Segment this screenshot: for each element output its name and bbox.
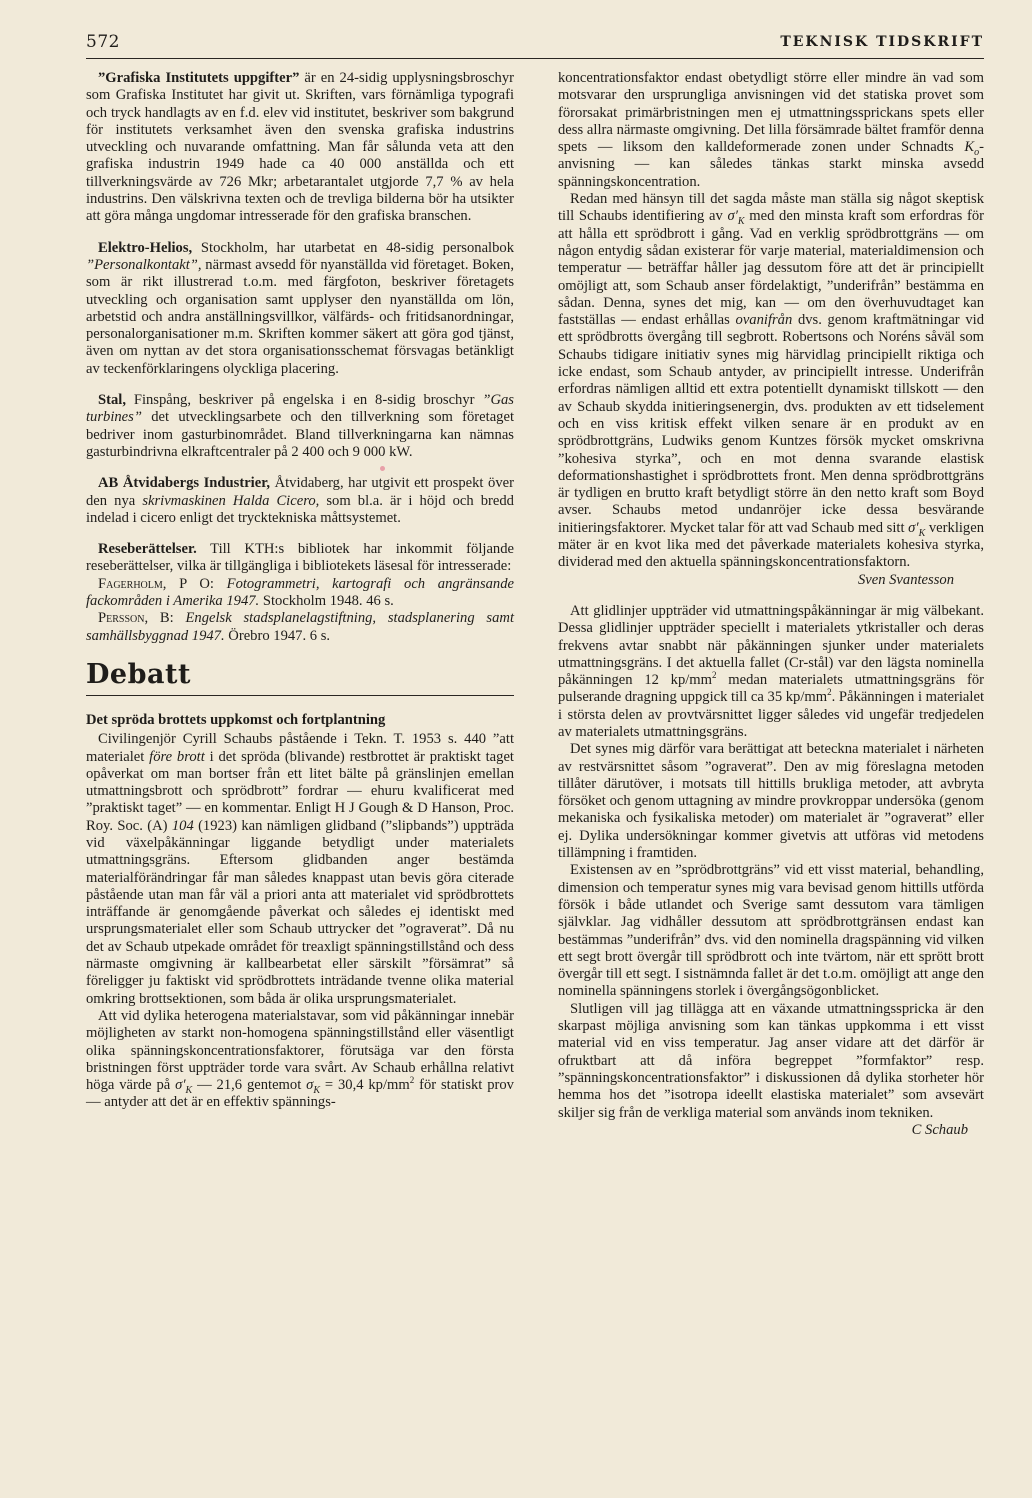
notice-title: AB Åtvidabergs Industrier, (98, 475, 270, 492)
superscript: 2 (827, 687, 832, 698)
reference-author: Persson, B: (98, 610, 174, 627)
text-run: med den minsta kraft som erfordras för att hålla ett sprödbrott i gång. Vad en verklig sprödbrottgräns — om någon entydig sådan existerar för varje material, materialdimension och temperatur — beträffar håller jag dessutom före att det är principiellt omöjligt att, som Schaub anser fördelaktigt, ”underifrån” bestämma en sådan. Denna, synes det mig, kan — om den överhuvudtaget kan fastställas — endast erhållas (558, 208, 984, 329)
article-paragraph (86, 731, 514, 1008)
reference-tail: Örebro 1947. 6 s. (224, 627, 331, 644)
text-run: . Påkänningen i materialet i största delen av provtvärsnittet ligger således vid ungefär tredjedelen av materialets utmattningsgräns. (558, 689, 984, 740)
author-signature: C Schaub (911, 1121, 968, 1138)
notice-grafiska (86, 70, 514, 226)
symbol-subscript: K (737, 216, 745, 228)
notice-title: Stal, (98, 392, 126, 409)
text-run: medan materialets utmattningsgräns för pulserande dragning uppgick till ca 35 kp/mm (558, 672, 984, 706)
text-run: Att vid dylika heterogena materialstavar, som vid påkänningar innebär möjligheten av starkt non-homogena spänningstillstånd eller väsentligt olika spänningskoncentrationsfaktorer, förutsäga var den första bristningen först uppträder torde vara svårt. Av Schaub erhållna relativt höga värde på (86, 1007, 514, 1094)
text-italic: före brott (149, 748, 205, 765)
spacer (558, 589, 984, 603)
text-run: -anvisning — kan således tänkas starkt minska avsedd spänningskoncentration. (558, 139, 984, 190)
symbol-sigma: σ′ (727, 208, 738, 225)
symbol-sigma: σ (306, 1077, 314, 1094)
article-paragraph (558, 191, 984, 572)
symbol-subscript: K (185, 1085, 193, 1097)
notice-title: Reseberättelser. (98, 541, 197, 558)
notice-body: Till KTH:s bibliotek har inkommit följande reseberättelser, vilka är tillgängliga i bibliotekets läsesal för intresserade: (86, 541, 514, 575)
notice-body: Åtvidaberg, har utgivit ett prospekt över den nya (86, 475, 514, 509)
author-signature: Sven Svantesson (857, 571, 954, 588)
notice-italic: skrivmaskinen Halda Cicero, (142, 492, 320, 509)
notice-elektro-helios (86, 240, 514, 378)
reference-title: Engelsk stadsplanelagstiftning, stadsplanering samt samhällsbyggnad 1947. (86, 610, 515, 644)
text-run: Civilingenjör Cyrill Schaubs påstående i Tekn. T. 1953 s. 440 ”att materialet (86, 731, 514, 765)
notice-reseberattelser (86, 541, 514, 576)
symbol-subscript: K (918, 527, 926, 539)
symbol-subscript: o (974, 147, 980, 159)
text-italic: ovanifrån (735, 312, 793, 329)
reference-1 (86, 576, 514, 611)
page-number: 572 (86, 32, 120, 52)
reference-2 (86, 610, 514, 645)
notice-stal (86, 392, 514, 461)
text-run: (1923) kan nämligen glidband (”slipbands”) uppträda vid växelpåkänningar liggande betydligt under materialets utmattningsgräns. Eftersom glidbanden anger bestämda materialförändringar får man således knappast utan bevis göra citerade påstående utan man får väl a priori anta att materialet vid sprödbrottets inträffande är genomgående påverkat och således ej identiskt med ursprungsmaterialet eller som Schaub uttrycker det ”ograverat”. Då nu det av Schaub utpekade området för treaxligt spänningstillstånd och dess närmaste omgivning är kallbearbetat eller särskilt ”försämrat” så föreligger ju faktiskt vid sprödbrottets inträdande tvenne olika material omkring brottsektionen, som båda är olika ursprungsmaterialet. (86, 817, 514, 1007)
symbol-subscript: K (313, 1085, 321, 1097)
section-rule (86, 695, 514, 696)
text-run: = 30,4 kp/mm (320, 1077, 410, 1094)
reference-tail: Stockholm 1948. 46 s. (259, 593, 394, 610)
text-run: Redan med hänsyn till det sagda måste man ställa sig något skeptisk till Schaubs identifiering av (558, 191, 984, 225)
text-run: för statiskt prov — antyder att det är en effektiv spännings- (86, 1077, 514, 1111)
article-paragraph (86, 1008, 514, 1112)
notice-body: närmast avsedd för nyanställda vid företaget. Boken, som är rikt illustrerad t.o.m. med färgfoton, beskriver företagets utveckling och organisation samt upplyser den nyanställda om lön, arbetstid och andra anställningsvillkor, välfärds- och fritidsanordningar, personalorganisationer m.m. Skriften kommer säkert att göra god tjänst, även om nyttan av det stora organisationsschemat försvagas betänkligt av teckenförklaringens olyckliga placering. (86, 256, 514, 377)
left-column (86, 70, 514, 1112)
superscript: 2 (409, 1075, 415, 1086)
symbol-sigma: σ′ (175, 1077, 186, 1094)
reference-title: Fotogrammetri, kartografi och angränsande fackområden i Amerika 1947. (86, 575, 514, 610)
article-paragraph (558, 70, 984, 191)
right-column (558, 70, 984, 1139)
header-rule (86, 58, 984, 59)
reference-author: Fagerholm, P O: (98, 575, 214, 592)
symbol-k: K (964, 139, 975, 156)
reply-paragraph: Existensen av en ”sprödbrottgräns” vid ett visst material, behandling, dimension och temperatur synes mig vara bevisad genom hittills utförda försök i både utlandet och Sverige samt dessutom vara tämligen självklar. Jag vidhåller dessutom att sprödbrottgränsen endast kan bestämmas ”underifrån” dvs. vid den nominella dragspänning vid vilken ett segt brott övergår till sprödbrott och inte tvärtom, när ett sprött brott övergår till ett segt. I sistnämnda fallet är det t.o.m. omöjligt att ange den nominella spänningens storlek i övergångsögonblicket. (558, 862, 984, 1000)
notice-atvidaberg (86, 475, 514, 527)
notice-body: det utvecklingsarbete och den tillverkning som företaget bedriver inom gasturbinområdet. Bland tillverkningarna kan nämnas gasturbindrivna elkraftcentraler på 2 400 och 9 000 kW. (86, 409, 514, 460)
superscript: 2 (712, 670, 717, 681)
text-italic: 104 (171, 817, 194, 834)
reply-paragraph: Slutligen vill jag tillägga att en växande utmattningsspricka är den skarpast möjliga anvisning som kan tänkas uppkomma i ett visst material vid en viss temperatur. Jag anser vidare att det därför är ofruktbart att då införa begreppet ”formfaktor” resp. ”spänningskoncentrationsfaktor” i diskussionen då dylika storheter hör hemma hos det ”isotropa ideellt elastiska materialet” som avsevärt skiljer sig från de verkliga material som används inom tekniken. (558, 1000, 984, 1121)
reply-paragraph (558, 603, 984, 741)
notice-italic: ”Personalkontakt”, (86, 256, 202, 273)
notice-body: Stockholm, har utarbetat en 48-sidig personalbok (192, 239, 514, 256)
reply-paragraph: Det synes mig därför vara berättigat att beteckna materialet i närheten av restvärsnittet såsom ”ograverat”. Den av mig föreslagna metoden tillåter därutöver, i motsats till hittills brukliga metoder, att avbryta försöket och genom uttagning av mindre provkroppar undersöka (genom mekaniska och fysikaliska metoder) om materialet är ”ograverat” eller ej. Dylika undersökningar kommer givetvis att utföras vid metodens tillämpning i framtiden. (558, 741, 984, 862)
text-run: i det spröda (blivande) restbrottet är praktiskt taget opåverkat om man bortser från ett litet bälte på gränslinjen emellan utmattningsbrott och sprödbrott” fordrar — ehuru kvalificerat med ”praktiskt taget” — en kommentar. Enligt H J Gough & D Hanson, Proc. Roy. Soc. (A) (86, 748, 514, 834)
notice-title: Elektro-Helios, (98, 239, 193, 256)
notice-body: är en 24-sidig upplysningsbroschyr som Grafiska Institutet har givit ut. Skriften, vars förnämliga typografi och tryck handlagts av en f.d. elev vid institutet, beskriver som bakgrund för institutets verksamhet även den svenska grafiska industrins utveckling och nuvarande omfattning. Man får sålunda veta att den grafiska industrin 1949 hade ca 40 000 anställda och ett tillverkningsvärde av 726 Mkr; arbetarantalet utgjorde 7,7 % av hela industrins. Den välskrivna texten och de trevliga bilderna bör ha utsikter att göra många ungdomar intresserade för den grafiska branschen. (86, 70, 514, 225)
text-run: koncentrationsfaktor endast obetydligt större eller mindre än vad som motsvarar den ursprungliga anvisningen vid det statiska provet som förorsakat primärbristningen men ej utmattningssprickans spets eller dess allra närmaste omgivning. Det lilla försämrade bältet framför denna spets — liksom den kalldeformerade zonen under Schnadts (558, 70, 984, 156)
text-run: dvs. genom kraftmätningar vid ett sprödbrotts övergång till segbrott. Robertsons och Noréns såväl som Schaubs tidigare initiativ synes mig härvidlag principiellt riktiga och icke endast, som Schaub antyder, av principiellt intresse. Underifrån erfordras nämligen alltid ett extra potentiellt dynamiskt tillskott — den av Schaub skydda initieringsenergin, dvs. produkten av ett tidselement och en viss kritisk effekt vilken senare är en produkt av en sprödbrottgräns, Ludwiks genom Kuntzes försök mycket omskrivna ”kohesiva styrka”, och en mot denna svarande elastisk deformationshastighet i sprödbrottets front. Men denna sprödbrottgräns är tydligen en brutto kraft betydligt större än den netto kraft som Boyd avser. Schaubs metod undanröjer icke dessa besvärande initieringsfaktorer. Mycket talar för att vad Schaub med sitt (558, 312, 984, 536)
journal-title: TEKNISK TIDSKRIFT (780, 34, 984, 50)
notice-title: ”Grafiska Institutets uppgifter” (98, 70, 300, 86)
article-title: Det spröda brottets uppkomst och fortplantning (86, 711, 386, 728)
section-heading-debatt: Debatt (86, 658, 191, 690)
text-run: Att glidlinjer uppträder vid utmattningspåkänningar är mig välbekant. Dessa glidlinjer uppträder speciellt i materialets ytkristaller och deras frekvens avtar snabbt när påkänningen sjunker under materialets utmattningsgräns. I det aktuella fallet (Cr-stål) var den lägsta nominella påkänningen 12 kp/mm (558, 602, 984, 689)
notice-body: Finspång, beskriver på engelska i en 8-sidig broschyr (125, 392, 483, 409)
notice-body: som bl.a. är i höjd och bredd indelad i cicero enligt det trycktekniska måttsystemet. (86, 492, 514, 526)
text-run: — 21,6 gentemot (192, 1077, 307, 1094)
text-run: verkligen mäter är en kvot lika med det påverkade materialets kohesiva styrka, dividerad med den aktuella spänningskoncentrationsfaktorn. (558, 519, 984, 571)
symbol-sigma: σ′ (908, 519, 919, 536)
notice-italic: ”Gas turbines” (86, 392, 514, 426)
